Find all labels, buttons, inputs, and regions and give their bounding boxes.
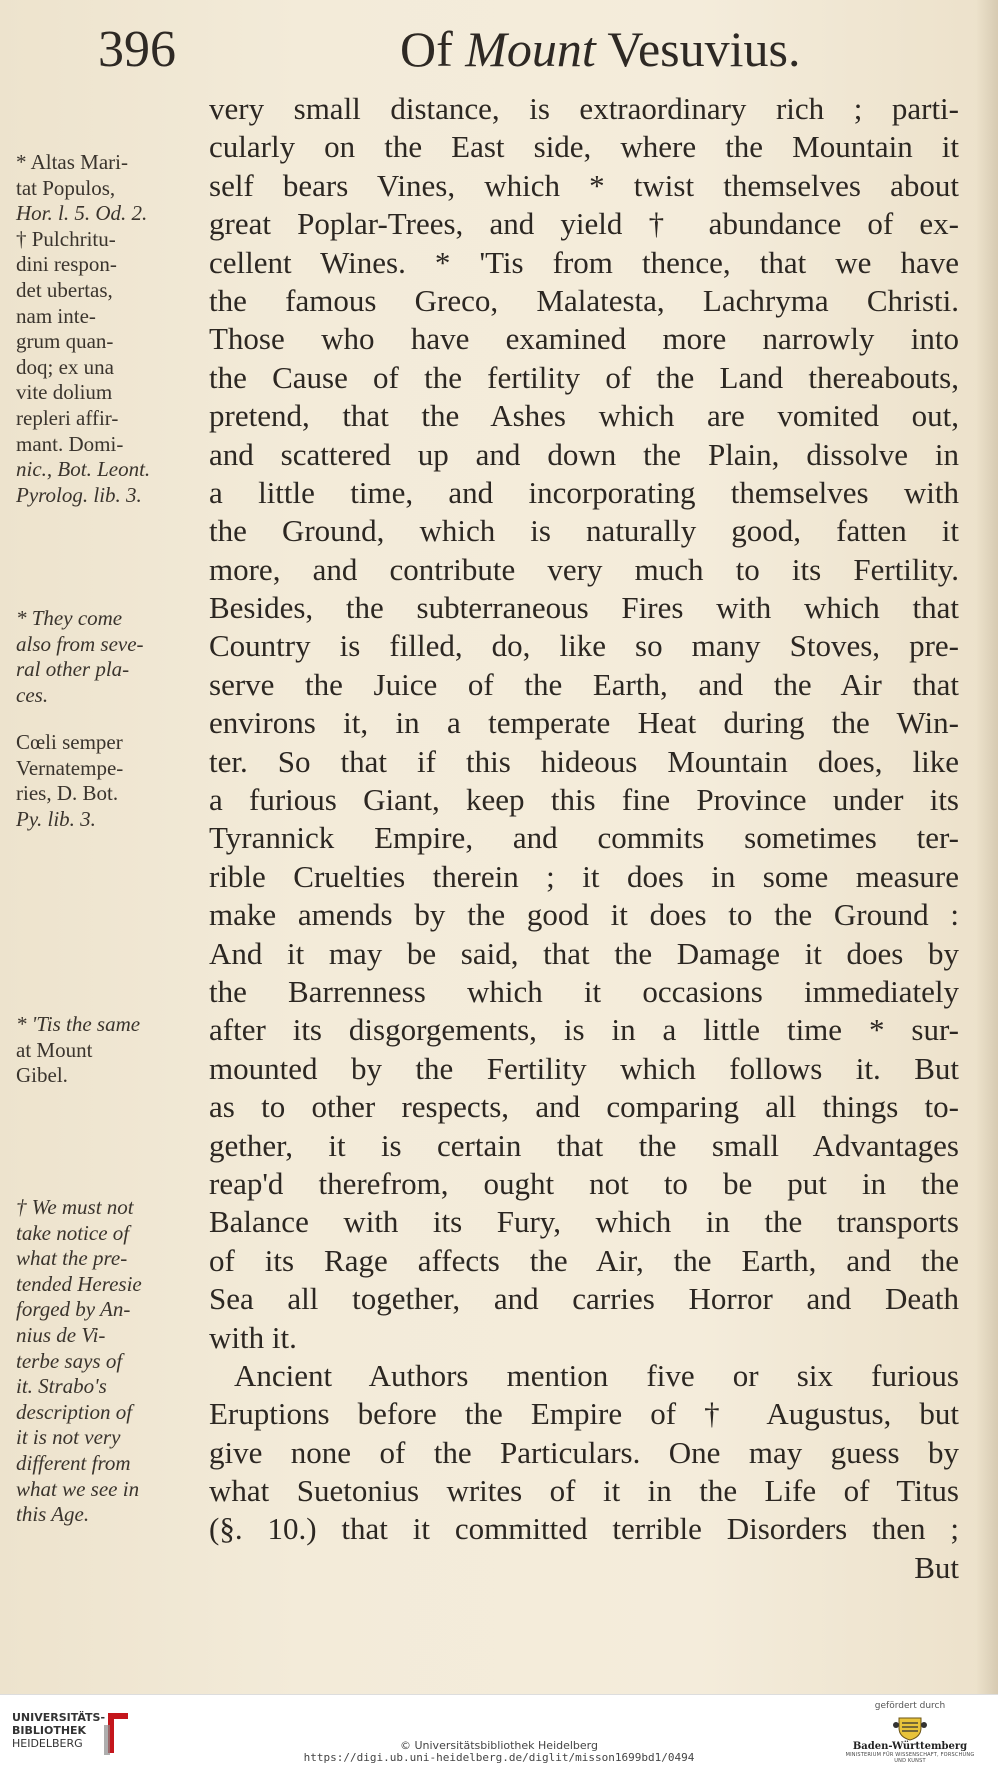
text-line: (§. 10.) that it committed terrible Disorders then ; xyxy=(209,1511,959,1547)
margin-note-line: † Pulchritu- xyxy=(16,226,116,251)
text-line: self bears Vines, which * twist themselves about xyxy=(209,167,959,203)
text-line: gether, it is certain that the small Advantages xyxy=(209,1127,959,1163)
margin-note-line: repleri affir- xyxy=(16,405,119,430)
margin-note-line: Vernatempe- xyxy=(16,755,124,780)
margin-note-line: it. Strabo's xyxy=(16,1374,107,1399)
margin-note xyxy=(16,730,208,832)
viewer-footer xyxy=(0,1694,998,1766)
text-line: of its Rage affects the Air, the Earth, and the xyxy=(209,1242,959,1278)
running-head-italic: Mount xyxy=(465,21,596,77)
text-line: ter. So that if this hideous Mountain does, like xyxy=(209,743,959,779)
margin-note-line: it is not very xyxy=(16,1425,121,1450)
text-line: mounted by the Fertility which follows it. But xyxy=(209,1050,959,1086)
copyright-text: © Universitätsbibliothek Heidelberg xyxy=(399,1739,598,1752)
margin-note-line: mant. Domi- xyxy=(16,431,124,456)
margin-note-line: description of xyxy=(16,1399,133,1424)
margin-note-line: nam inte- xyxy=(16,303,96,328)
margin-note-line: grum quan- xyxy=(16,329,114,354)
margin-note-line: doq; ex una xyxy=(16,354,114,379)
text-line: rible Cruelties therein ; it does in some measure xyxy=(209,858,959,894)
text-line: and scattered up and down the Plain, dissolve in xyxy=(209,436,959,472)
text-line: Ancient Authors mention five or six furious xyxy=(234,1357,959,1393)
text-line: Country is filled, do, like so many Stoves, pre- xyxy=(209,628,959,664)
running-head-suffix: Vesuvius. xyxy=(607,21,801,77)
margin-note-line: nius de Vi- xyxy=(16,1322,106,1347)
margin-note-line: ral other pla- xyxy=(16,657,130,682)
margin-note-line: † We must not xyxy=(16,1195,134,1219)
text-line: Tyrannick Empire, and commits sometimes ter- xyxy=(209,820,959,856)
text-line: cularly on the East side, where the Mountain it xyxy=(209,129,959,165)
text-line: pretend, that the Ashes which are vomited out, xyxy=(209,398,959,434)
margin-note-line: Gibel. xyxy=(16,1063,68,1088)
text-line: what Suetonius writes of it in the Life of Titus xyxy=(209,1473,959,1509)
margin-note-line: vite dolium xyxy=(16,380,113,405)
margin-note-line: Cœli semper xyxy=(16,730,123,754)
permalink-url[interactable]: https://digi.ub.uni-heidelberg.de/diglit/misson1699bd1/0494 xyxy=(303,1751,695,1764)
library-name-line: BIBLIOTHEK xyxy=(12,1724,87,1737)
margin-note-line: * 'Tis the same xyxy=(16,1012,141,1036)
text-line: Besides, the subterraneous Fires with which that xyxy=(209,590,959,626)
text-line: a furious Giant, keep this fine Province under its xyxy=(209,782,959,818)
margin-note-line: forged by An- xyxy=(16,1297,131,1322)
margin-note-line: ries, D. Bot. xyxy=(16,781,119,806)
margin-note-line: what we see in xyxy=(16,1476,140,1501)
margin-note-line: * They come xyxy=(16,606,123,630)
margin-note-line: * Altas Mari- xyxy=(16,150,128,174)
running-head-prefix: Of xyxy=(400,21,453,77)
funder-name: Baden-Württemberg xyxy=(852,1741,968,1752)
margin-note-line: Pyrolog. lib. 3. xyxy=(16,482,142,507)
margin-note-line: nic., Bot. Leont. xyxy=(16,457,151,482)
ministry-name: MINISTERIUM FÜR WISSENSCHAFT, FORSCHUNG UND KUNST xyxy=(845,1752,975,1764)
main-text-block xyxy=(209,90,959,1587)
text-line: Those who have examined more narrowly into xyxy=(209,321,959,357)
text-line: the Barrenness which it occasions immediately xyxy=(209,973,959,1009)
text-line: Sea all together, and carries Horror and Death xyxy=(209,1281,959,1317)
text-line: more, and contribute very much to its Fertility. xyxy=(209,551,959,587)
text-line: the famous Greco, Malatesta, Lachryma Christi. xyxy=(209,282,959,318)
margin-note-line: this Age. xyxy=(16,1502,90,1527)
margin-note xyxy=(16,1012,208,1089)
page-edge-shadow xyxy=(976,0,998,1694)
margin-note-line: take notice of xyxy=(16,1220,130,1245)
margin-note-line: ces. xyxy=(16,682,49,707)
text-line: very small distance, is extraordinary rich ; parti- xyxy=(209,91,959,126)
text-line: the Ground, which is naturally good, fatten it xyxy=(209,513,959,549)
margin-note xyxy=(16,1195,208,1528)
text-line: great Poplar-Trees, and yield † abundance of ex- xyxy=(209,206,959,242)
margin-note xyxy=(16,150,208,508)
text-line: Balance with its Fury, which in the transports xyxy=(209,1204,959,1240)
margin-note-line: at Mount xyxy=(16,1037,93,1062)
page-number: 396 xyxy=(98,21,176,78)
funded-by-label: gefördert durch xyxy=(874,1701,946,1711)
margin-note xyxy=(16,606,208,708)
margin-note-line: terbe says of xyxy=(16,1348,123,1373)
margin-note-line: Py. lib. 3. xyxy=(16,806,96,831)
text-line: after its disgorgements, is in a little time * sur- xyxy=(209,1012,959,1048)
margin-note-line: also from seve- xyxy=(16,631,144,656)
margin-note-line: different from xyxy=(16,1450,131,1475)
text-line: with it. xyxy=(209,1319,297,1355)
catchword: But xyxy=(914,1549,959,1585)
text-line: make amends by the good it does to the Ground : xyxy=(209,897,959,933)
coat-of-arms-icon xyxy=(893,1715,927,1741)
text-line: And it may be said, that the Damage it does by xyxy=(209,935,959,971)
text-line: a little time, and incorporating themselves with xyxy=(209,474,959,510)
text-line: give none of the Particulars. One may guess by xyxy=(209,1434,959,1470)
text-line: Eruptions before the Empire of † Augustus, but xyxy=(209,1396,959,1432)
margin-note-line: what the pre- xyxy=(16,1246,128,1271)
text-line: as to other respects, and comparing all things to- xyxy=(209,1089,959,1125)
margin-note-line: det ubertas, xyxy=(16,277,113,302)
text-line: the Cause of the fertility of the Land thereabouts, xyxy=(209,359,959,395)
text-line: cellent Wines. * 'Tis from thence, that we have xyxy=(209,244,959,280)
text-line: serve the Juice of the Earth, and the Air that xyxy=(209,666,959,702)
margin-note-line: Hor. l. 5. Od. 2. xyxy=(16,201,148,226)
library-name-line: HEIDELBERG xyxy=(12,1737,83,1750)
running-head xyxy=(400,20,801,78)
text-line: reap'd therefrom, ought not to be put in the xyxy=(209,1165,959,1201)
funding-block xyxy=(840,1701,980,1764)
library-name-line: UNIVERSITÄTS- xyxy=(12,1711,106,1724)
text-line: environs it, in a temperate Heat during the Win- xyxy=(209,705,959,741)
margin-note-line: tended Heresie xyxy=(16,1271,142,1296)
margin-note-line: tat Populos, xyxy=(16,175,116,200)
margin-note-line: dini respon- xyxy=(16,252,117,277)
